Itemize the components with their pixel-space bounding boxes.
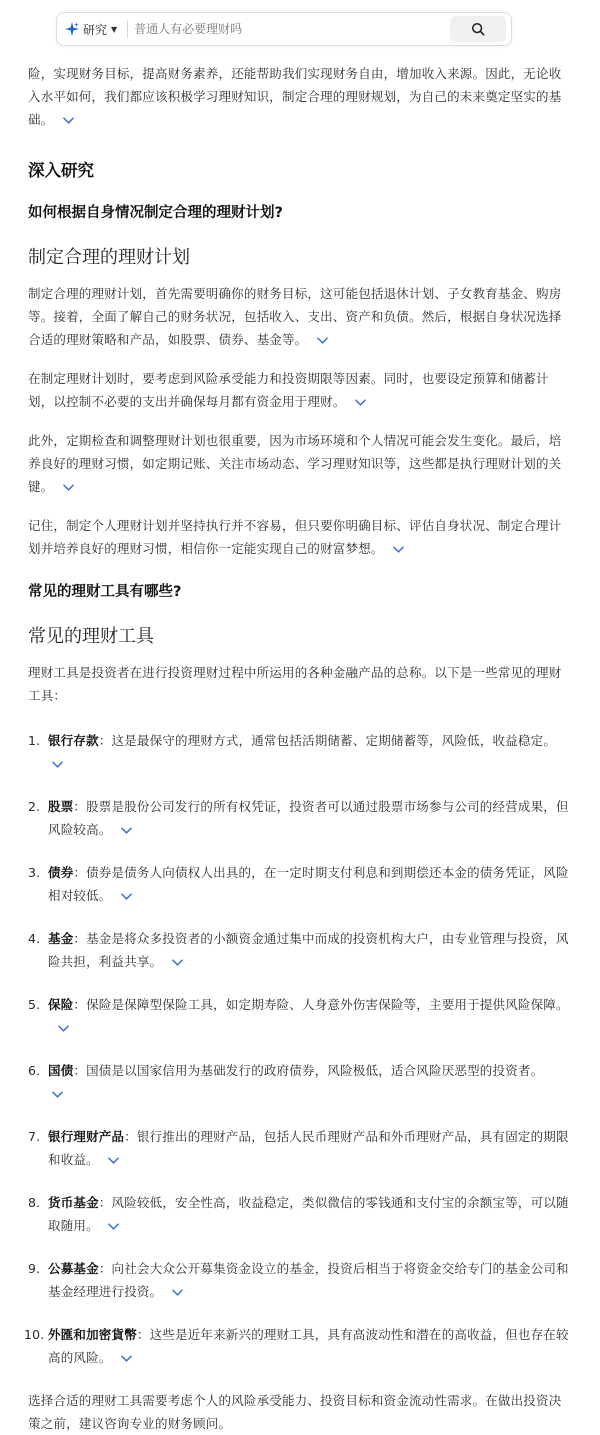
list-item [28,861,574,907]
search-button[interactable] [450,16,506,42]
item-desc: ：国债是以国家信用为基础发行的政府债券，风险极低，适合风险厌恶型的投资者。 [73,1063,544,1078]
item-desc: ：向社会大众公开募集资金设立的基金，投资后相当于将资金交给专门的基金公司和基金经理进行投资。 [48,1261,569,1299]
plan-text-3: 此外，定期检查和调整理财计划也很重要，因为市场环境和个人情况可能会发生变化。最后，培养良好的理财习惯，如定期记账、关注市场动态、学习理财知识等，这些都是执行理财计划的关键。 [28,433,562,494]
item-name: 公募基金 [48,1261,99,1276]
sparkle-icon [65,22,79,36]
search-input[interactable] [134,13,450,45]
expand-chevron-icon[interactable] [54,1022,72,1036]
expand-chevron-icon[interactable] [313,334,331,348]
item-desc: ：风险较低，安全性高，收益稳定，类似微信的零钱通和支付宝的余额宝等，可以随取随用。 [48,1195,569,1233]
item-name: 货币基金 [48,1195,99,1210]
deep-research-heading: 深入研究 [28,161,94,180]
expand-chevron-icon[interactable] [118,1352,136,1366]
list-item [28,1257,574,1303]
list-item [28,729,574,775]
expand-chevron-icon[interactable] [48,1088,66,1102]
list-item [24,1323,574,1369]
item-name: 国债 [48,1063,74,1078]
item-name: 银行存款 [48,733,99,748]
tools-list [24,729,574,1369]
item-desc: ：这是最保守的理财方式，通常包括活期储蓄、定期储蓄等，风险低，收益稳定。 [98,733,557,748]
list-number: 2. [28,799,41,814]
plan-paragraph-4 [28,514,574,560]
list-number: 5. [28,997,41,1012]
expand-chevron-icon[interactable] [105,1220,123,1234]
list-item [28,1125,574,1171]
plan-paragraph-1 [28,282,574,351]
expand-chevron-icon[interactable] [168,956,186,970]
expand-chevron-icon[interactable] [390,543,408,557]
intro-text: 险，实现财务目标，提高财务素养，还能帮助我们实现财务自由，增加收入来源。因此，无论收入水平如何，我们都应该积极学习理财知识，制定合理的理财规划，为自己的未来奠定坚实的基础。 [28,66,562,127]
list-number: 3. [28,865,41,880]
plan-paragraph-3 [28,429,574,498]
list-number: 10. [24,1327,45,1342]
expand-chevron-icon[interactable] [59,481,77,495]
plan-paragraph-2 [28,367,574,413]
item-name: 股票 [48,799,74,814]
item-desc: ：股票是股份公司发行的所有权凭证，投资者可以通过股票市场参与公司的经营成果，但风险较高。 [48,799,569,837]
search-bar [56,12,512,46]
item-desc: ：银行推出的理财产品，包括人民币理财产品和外币理财产品，具有固定的期限和收益。 [48,1129,569,1167]
caret-down-icon: ▼ [111,24,118,34]
list-number: 6. [28,1063,41,1078]
list-number: 7. [28,1129,41,1144]
question-heading-tools: 常见的理财工具有哪些? [28,584,182,600]
item-desc: ：保险是保障型保险工具，如定期寿险、人身意外伤害保险等，主要用于提供风险保障。 [73,997,569,1012]
item-name: 基金 [48,931,74,946]
expand-chevron-icon[interactable] [118,890,136,904]
list-item [28,993,574,1039]
item-name: 债券 [48,865,74,880]
research-mode-toggle[interactable] [57,13,125,45]
mode-label: 研究 [83,22,108,37]
expand-chevron-icon[interactable] [59,114,77,128]
list-item [28,1191,574,1237]
list-item [28,1059,574,1105]
search-icon [471,22,485,36]
list-number: 8. [28,1195,41,1210]
item-name: 外匯和加密貨幣 [48,1327,137,1342]
plan-text-4: 记住，制定个人理财计划并坚持执行并不容易，但只要你明确目标、评估自身状况、制定合理计划并培养良好的理财习惯，相信你一定能实现自己的财富梦想。 [28,518,562,556]
expand-chevron-icon[interactable] [352,396,370,410]
expand-chevron-icon[interactable] [105,1154,123,1168]
list-number: 1. [28,733,41,748]
tools-intro: 理财工具是投资者在进行投资理财过程中所运用的各种金融产品的总称。以下是一些常见的理财工具： [28,665,562,703]
item-desc: ：基金是将众多投资者的小额资金通过集中而成的投资机构大户，由专业管理与投资，风险共担，利益共享。 [48,931,569,969]
item-name: 银行理财产品 [48,1129,125,1144]
intro-paragraph [28,62,574,131]
list-item [28,927,574,973]
expand-chevron-icon[interactable] [118,824,136,838]
list-number: 9. [28,1261,41,1276]
answer-content [24,62,574,1435]
list-item [28,795,574,841]
plan-text-1: 制定合理的理财计划，首先需要明确你的财务目标，这可能包括退休计划、子女教育基金、购房等。接着，全面了解自己的财务状况，包括收入、支出、资产和负债。然后，根据自身状况选择合适的理财策略和产品，如股票、债券、基金等。 [28,286,562,347]
list-number: 4. [28,931,41,946]
item-desc: ：这些是近年来新兴的理财工具，具有高波动性和潜在的高收益，但也存在较高的风险。 [48,1327,569,1365]
plan-subtitle: 制定合理的理财计划 [28,247,190,268]
expand-chevron-icon[interactable] [48,758,66,772]
question-heading-plan: 如何根据自身情况制定合理的理财计划? [28,205,283,221]
item-desc: ：债券是债务人向债权人出具的，在一定时期支付利息和到期偿还本金的债务凭证，风险相对较低。 [48,865,569,903]
tools-subtitle: 常见的理财工具 [28,626,154,647]
expand-chevron-icon[interactable] [168,1286,186,1300]
divider [127,20,128,38]
tools-outro: 选择合适的理财工具需要考虑个人的风险承受能力、投资目标和资金流动性需求。在做出投资决策之前，建议咨询专业的财务顾问。 [28,1393,562,1431]
plan-text-2: 在制定理财计划时，要考虑到风险承受能力和投资期限等因素。同时，也要设定预算和储蓄计划，以控制不必要的支出并确保每月都有资金用于理财。 [28,371,549,409]
item-name: 保险 [48,997,74,1012]
